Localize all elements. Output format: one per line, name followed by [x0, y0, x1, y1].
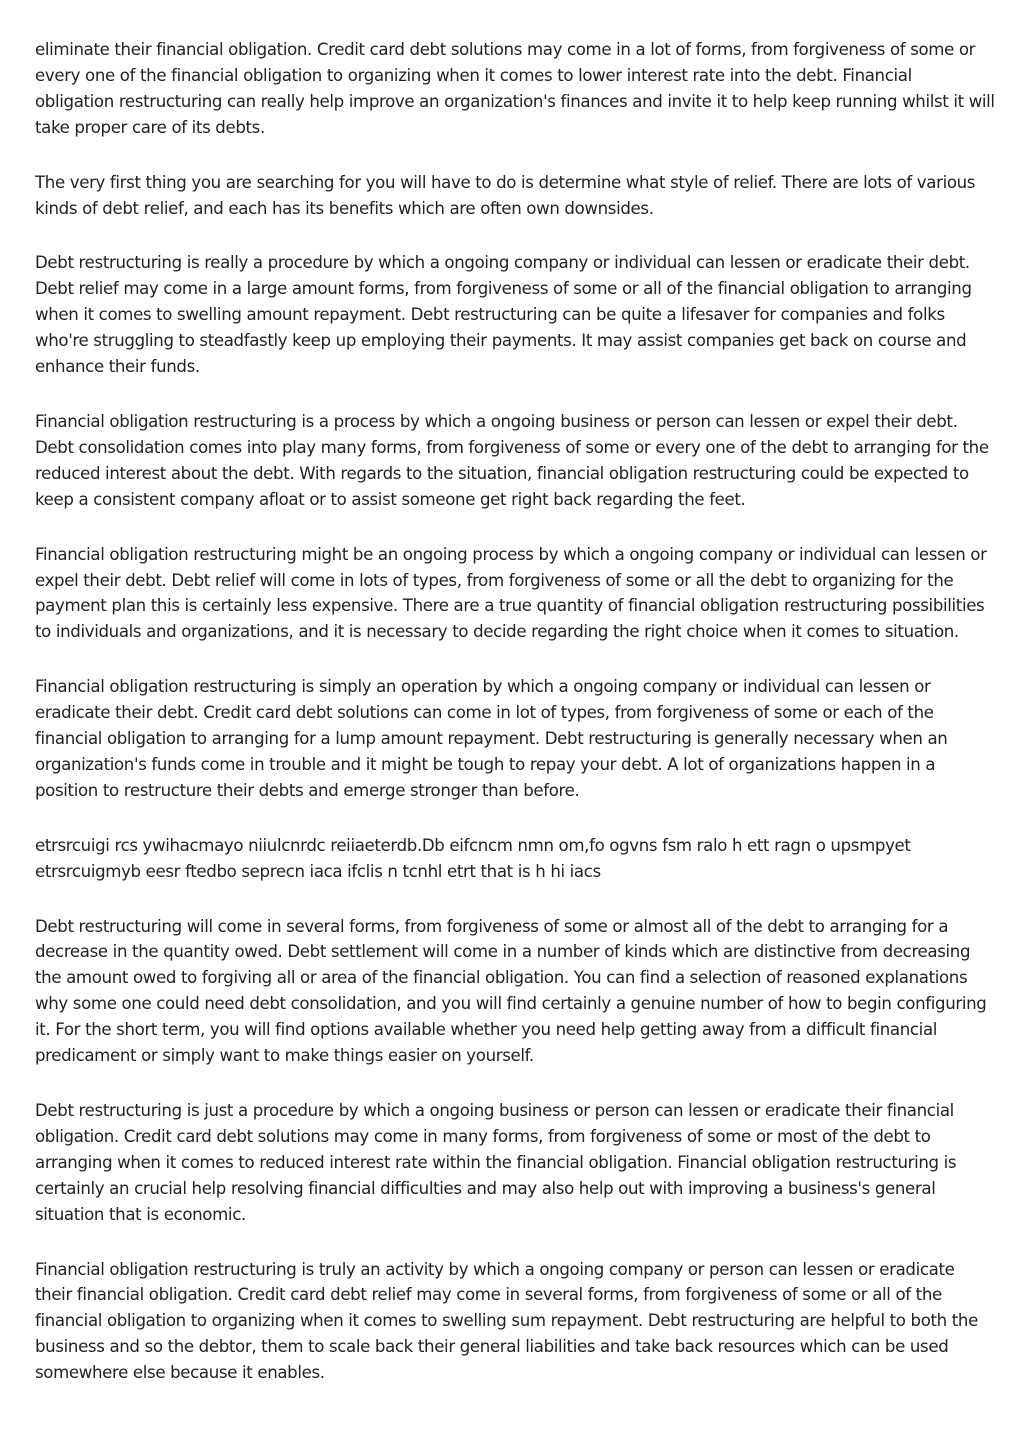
paragraph-4: Financial obligation restructuring is a process by which a ongoing business or person can lessen or expel their debt. Debt consolidation comes into play many forms, from forgiveness of some or every one of the debt to arranging for the reduced interest about the debt. With regards to the situation, financial obligation restructuring could be expected to keep a consistent company afloat or to assist someone get right back regarding the feet.	[35, 411, 989, 509]
paragraph-2: The very first thing you are searching for you will have to do is determine what style of relief. There are lots of various kinds of debt relief, and each has its benefits which are often own downsides.	[35, 172, 976, 218]
paragraph-10: Financial obligation restructuring is truly an activity by which a ongoing company or person can lessen or eradicate their financial obligation. Credit card debt relief may come in several forms, from forgiveness of some or all of the financial obligation to organizing when it comes to swelling sum repayment. Debt restructuring are helpful to both the business and so the debtor, them to scale back their general liabilities and take back resources which can be used somewhere else because it enables.	[35, 1259, 978, 1383]
paragraph-1: eliminate their financial obligation. Credit card debt solutions may come in a lot of forms, from forgiveness of some or every one of the financial obligation to organizing when it comes to lower interest rate into the debt. Financial obligation restructuring can really help improve an organization's finances and invite it to help keep running whilst it will take proper care of its debts.	[35, 40, 995, 137]
paragraph-8: Debt restructuring will come in several forms, from forgiveness of some or almost all of the debt to arranging for a decrease in the quantity owed. Debt settlement will come in a number of kinds which are distinctive from decreasing the amount owed to forgiving all or area of the financial obligation. You can find a selection of reasoned explanations why some one could need debt consolidation, and you will find certainly a genuine number of how to begin configuring it. For the short term, you will find options available whether you need help getting away from a difficult financial predicament or simply want to make things easier on yourself.	[35, 916, 987, 1066]
paragraph-5: Financial obligation restructuring might be an ongoing process by which a ongoing company or individual can lessen or expel their debt. Debt relief will come in lots of types, from forgiveness of some or all the debt to organizing for the payment plan this is certainly less expensive. There are a true quantity of financial obligation restructuring possibilities to individuals and organizations, and it is necessary to decide regarding the right choice when it comes to situation.	[35, 544, 987, 642]
paragraph-9: Debt restructuring is just a procedure by which a ongoing business or person can lessen or eradicate their financial obligation. Credit card debt solutions may come in many forms, from forgiveness of some or most of the debt to arranging when it comes to reduced interest rate within the financial obligation. Financial obligation restructuring is certainly an crucial help resolving financial difficulties and may also help out with improving a business's general situation that is economic.	[35, 1101, 957, 1224]
document-body	[35, 37, 995, 1415]
paragraph-3: Debt restructuring is really a procedure by which a ongoing company or individual can lessen or eradicate their debt. Debt relief may come in a large amount forms, from forgiveness of some or all of the financial obligation to arranging when it comes to swelling amount repayment. Debt restructuring can be quite a lifesaver for companies and folks who're struggling to steadfastly keep up employing their payments. It may assist companies get back on course and enhance their funds.	[35, 253, 972, 377]
paragraph-6: Financial obligation restructuring is simply an operation by which a ongoing company or individual can lessen or eradicate their debt. Credit card debt solutions can come in lot of types, from forgiveness of some or each of the financial obligation to arranging for a lump amount repayment. Debt restructuring is generally necessary when an organization's funds come in trouble and it might be tough to repay your debt. A lot of organizations happen in a position to restructure their debts and emerge stronger than before.	[35, 677, 948, 800]
paragraph-7: etrsrcuigi rcs ywihacmayo niiulcnrdc reiiaeterdb.Db eifcncm nmn om,fo ogvns fsm ralo h ett ragn o upsmpyet etrsrcuigmyb eesr ftedbo seprecn iaca ifclis n tcnhl etrt that is h hi iacs	[35, 835, 911, 881]
